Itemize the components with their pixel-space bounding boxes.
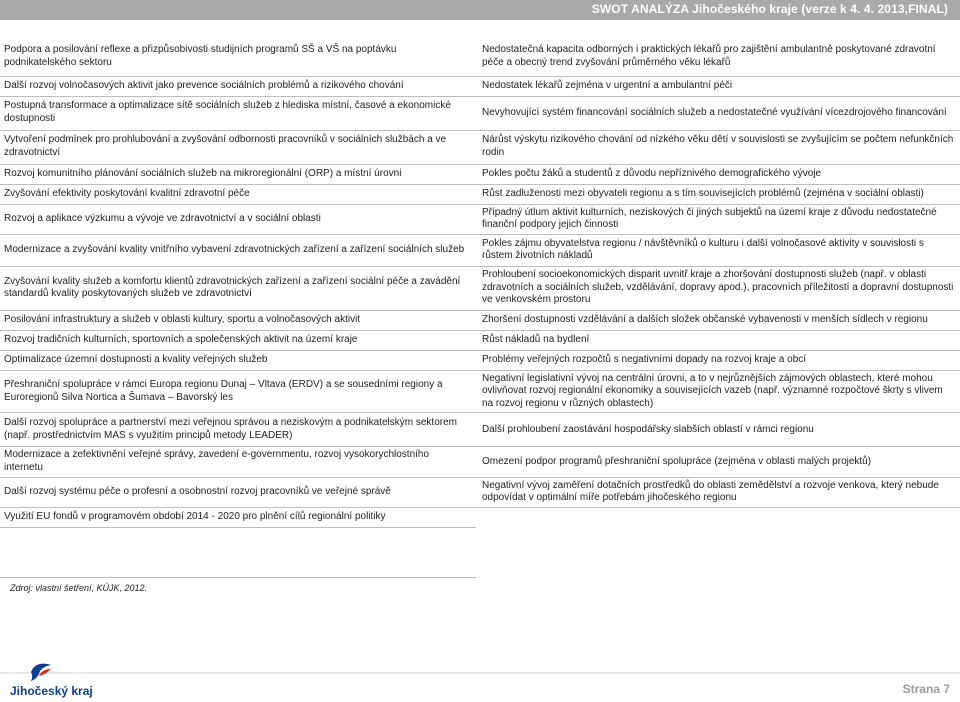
- table-row: [0, 234, 960, 266]
- logo-emblem-icon: [30, 662, 52, 682]
- left-cell: Přeshraniční spolupráce v rámci Europa regionu Dunaj – Vltava (ERDV) a se sousedními regiony a Euroregionů Silva Nortica a Šumava – Bavorský les: [0, 370, 476, 413]
- table-row: [0, 330, 960, 350]
- table-row: [0, 413, 960, 447]
- table-row: [0, 96, 960, 130]
- left-cell: Posilování infrastruktury a služeb v oblasti kultury, sportu a volnočasových aktivit: [0, 310, 476, 330]
- left-cell: Podpora a posilování reflexe a přizpůsobivosti studijních programů SŠ a VŠ na poptávku podnikatelského sektoru: [0, 38, 476, 76]
- left-cell: Zvyšování efektivity poskytování kvalitní zdravotní péče: [0, 184, 476, 204]
- left-cell: Další rozvoj systému péče o profesní a osobnostní rozvoj pracovníků ve veřejné správě: [0, 477, 476, 507]
- table-row: [0, 130, 960, 164]
- table-row: [0, 38, 960, 76]
- table-row: [0, 310, 960, 330]
- right-cell: Omezení podpor programů přeshraniční spolupráce (zejména v oblasti malých projektů): [476, 447, 960, 477]
- left-cell: Využití EU fondů v programovém období 2014 - 2020 pro plnění cílů regionální politiky: [0, 507, 476, 527]
- right-cell: [476, 507, 960, 527]
- table-row: [0, 204, 960, 234]
- right-cell: Problémy veřejných rozpočtů s negativními dopady na rozvoj kraje a obcí: [476, 350, 960, 370]
- header-bar: [0, 0, 960, 20]
- left-cell: Modernizace a zvyšování kvality vnitřního vybavení zdravotnických zařízení a zařízení sociálních služeb: [0, 234, 476, 266]
- table-row: [0, 184, 960, 204]
- left-cell: Postupná transformace a optimalizace sítě sociálních služeb z hlediska místní, časové a ekonomické dostupnosti: [0, 96, 476, 130]
- footer-divider: [0, 672, 960, 674]
- left-cell: Další rozvoj volnočasových aktivit jako prevence sociálních problémů a rizikového chování: [0, 76, 476, 96]
- right-cell: Nedostatečná kapacita odborných i praktických lékařů pro zajištění ambulantně poskytované zdravotní péče a obecný trend zvyšování průměrného věku lékařů: [476, 38, 960, 76]
- source-note: Zdroj: vlastní šetření, KÚJK, 2012.: [10, 583, 148, 593]
- left-cell: Další rozvoj spolupráce a partnerství mezi veřejnou správou a neziskovým a podnikatelským sektorem (např. prostřednictvím MAS s využitím principů metody LEADER): [0, 413, 476, 447]
- right-cell: Negativní vývoj zaměření dotačních prostředků do oblasti zemědělství a rozvoje venkova, který nebude odpovídat v optimální míře potřebám jihočeského regionu: [476, 477, 960, 507]
- left-cell: Modernizace a zefektivnění veřejné správy, zavedení e-governmentu, rozvoj vysokorychlostního internetu: [0, 447, 476, 477]
- swot-table: [0, 38, 960, 528]
- right-cell: Případný útlum aktivit kulturních, neziskových či jiných subjektů na území kraje z důvodu nedostatečné finanční podpory jejich činnosti: [476, 204, 960, 234]
- table-row: [0, 164, 960, 184]
- right-cell: Nárůst výskytu rizikového chování od nízkého věku dětí v souvislosti se zvyšujícím se počtem nefunkčních rodin: [476, 130, 960, 164]
- right-cell: Negativní legislativní vývoj na centrální úrovni, a to v nejrůznějších zájmových oblastech, které mohou ovlivňovat rozvoj regionální ekonomiky a souvisejících vazeb (např. významné rozpočtové škrty s vlivem na rozvoj regionu v různých oblastech): [476, 370, 960, 413]
- left-cell: Rozvoj a aplikace výzkumu a vývoje ve zdravotnictví a v sociální oblasti: [0, 204, 476, 234]
- table-row: [0, 477, 960, 507]
- right-cell: Nedostatek lékařů zejména v urgentní a ambulantní péči: [476, 76, 960, 96]
- source-divider: [0, 577, 476, 578]
- page-number: Strana 7: [902, 682, 950, 696]
- right-cell: Další prohloubení zaostávání hospodářsky slabších oblastí v rámci regionu: [476, 413, 960, 447]
- table-row: [0, 266, 960, 310]
- table-row: [0, 76, 960, 96]
- right-cell: Růst nákladů na bydlení: [476, 330, 960, 350]
- left-cell: Rozvoj komunitního plánování sociálních služeb na mikroregionální (ORP) a místní úrovni: [0, 164, 476, 184]
- right-cell: Nevyhovující systém financování sociálních služeb a nedostatečné využívání vícezdrojového financování: [476, 96, 960, 130]
- right-cell: Růst zadluženosti mezi obyvateli regionu a s tím souvisejících problémů (zejména v sociální oblasti): [476, 184, 960, 204]
- table-row: [0, 350, 960, 370]
- right-cell: Pokles počtu žáků a studentů z důvodu nepříznivého demografického vývoje: [476, 164, 960, 184]
- right-cell: Zhoršení dostupnosti vzdělávání a dalších složek občanské vybavenosti v menších sídlech v regionu: [476, 310, 960, 330]
- document-title: SWOT ANALÝZA Jihočeského kraje (verze k 4. 4. 2013,FINAL): [591, 2, 948, 16]
- right-cell: Prohloubení socioekonomických disparit uvnitř kraje a zhoršování dostupnosti služeb (např. v oblasti zdravotních a sociálních služeb, vzdělávání, dopravy apod.), pracovních příležitostí a dopravní dostupnosti ve venkovském prostoru: [476, 266, 960, 310]
- left-cell: Optimalizace územní dostupnosti a kvality veřejných služeb: [0, 350, 476, 370]
- logo-text: Jihočeský kraj: [10, 684, 93, 698]
- table-row: [0, 507, 960, 527]
- left-cell: Vytvoření podmínek pro prohlubování a zvyšování odbornosti pracovníků v sociálních službách a ve zdravotnictví: [0, 130, 476, 164]
- logo: [10, 662, 100, 698]
- left-cell: Zvyšování kvality služeb a komfortu klientů zdravotnických zařízení a zařízení sociální péče a zavádění standardů kvality poskytovaných služeb ve zdravotnictví: [0, 266, 476, 310]
- right-cell: Pokles zájmu obyvatelstva regionu / návštěvníků o kulturu i další volnočasové aktivity v souvislosti s růstem životních nákladů: [476, 234, 960, 266]
- table-row: [0, 447, 960, 477]
- table-row: [0, 370, 960, 413]
- left-cell: Rozvoj tradičních kulturních, sportovních a společenských aktivit na území kraje: [0, 330, 476, 350]
